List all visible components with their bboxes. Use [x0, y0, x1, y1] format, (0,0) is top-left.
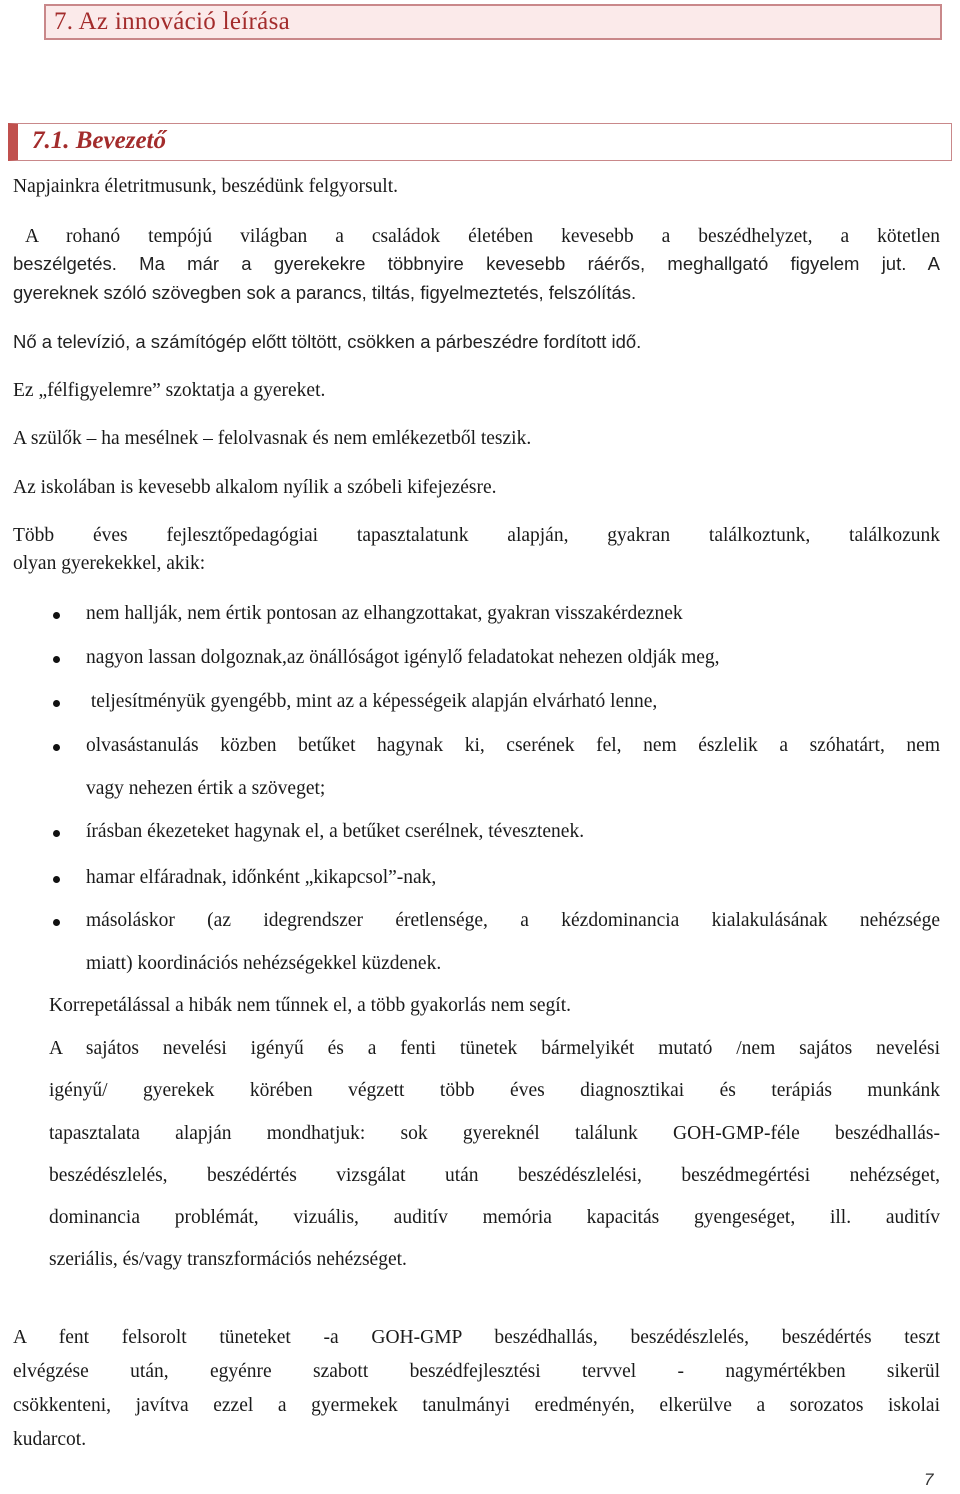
intro-line: Több éves fejlesztőpedagógiai tapasztalatunk alapján, gyakran találkoztunk, találkozunk	[13, 525, 940, 546]
list-item: írásban ékezeteket hagynak el, a betűket cserélnek, tévesztenek.	[86, 821, 585, 842]
bullet-icon	[53, 919, 60, 926]
paragraph-line: A sajátos nevelési igényű és a fenti tünetek bármelyikét mutató /nem sajátos nevelési	[49, 1038, 940, 1059]
paragraph-line: elvégzése után, egyénre szabott beszédfejlesztési tervvel - nagymértékben sikerül	[13, 1361, 940, 1382]
intro-line: Az iskolában is kevesebb alkalom nyílik a szóbeli kifejezésre.	[13, 477, 497, 498]
list-item: nem hallják, nem értik pontosan az elhangzottakat, gyakran visszakérdeznek	[86, 603, 683, 624]
paragraph-line: csökkenteni, javítva ezzel a gyermekek tanulmányi eredményén, elkerülve a sorozatos iskolai	[13, 1395, 940, 1416]
list-item: teljesítményük gyengébb, mint az a képességeik alapján elvárható lenne,	[86, 691, 658, 712]
intro-line: A rohanó tempójú világban a családok életében kevesebb a beszédhelyzet, a kötetlen	[25, 226, 940, 247]
paragraph-line: kudarcot.	[13, 1429, 87, 1450]
list-item: nagyon lassan dolgoznak,az önállóságot igénylő feladatokat nehezen oldják meg,	[86, 647, 720, 668]
paragraph-line: szeriális, és/vagy transzformációs nehézséget.	[49, 1249, 407, 1270]
list-item: hamar elfáradnak, időnként „kikapcsol”-nak,	[86, 867, 437, 888]
bullet-icon	[53, 612, 60, 619]
paragraph-line: dominancia problémát, vizuális, auditív memória kapacitás gyengeséget, ill. auditív	[49, 1207, 940, 1228]
subsection-heading: 7.1. Bevezető	[32, 127, 166, 154]
paragraph-line: beszédészlelés, beszédértés vizsgálat után beszédészlelési, beszédmegértési nehézséget,	[49, 1165, 940, 1186]
section-heading: 7. Az innováció leírása	[54, 8, 290, 35]
intro-line: beszélgetés. Ma már a gyerekekre többnyire kevesebb ráérős, meghallgató figyelem jut. A	[13, 253, 940, 274]
bullet-icon	[53, 656, 60, 663]
paragraph-line: tapasztalata alapján mondhatjuk: sok gyereknél találunk GOH-GMP-féle beszédhallás-	[49, 1123, 940, 1144]
bullet-icon	[53, 744, 60, 751]
bullet-icon	[53, 876, 60, 883]
intro-line: A szülők – ha mesélnek – felolvasnak és nem emlékezetből teszik.	[13, 428, 532, 449]
page-number: 7	[924, 1470, 934, 1489]
list-item: olvasástanulás közben betűket hagynak ki, cserének fel, nem észlelik a szóhatárt, nem	[86, 735, 940, 756]
subsection-heading-box	[8, 123, 952, 161]
intro-line: olyan gyerekekkel, akik:	[13, 553, 206, 574]
list-item-continuation: vagy nehezen értik a szöveget;	[86, 778, 326, 799]
intro-line: gyereknek szóló szövegben sok a parancs, tiltás, figyelmeztetés, felszólítás.	[13, 282, 637, 303]
bullet-icon	[53, 700, 60, 707]
paragraph-line: igényű/ gyerekek körében végzett több éves diagnosztikai és terápiás munkánk	[49, 1080, 940, 1101]
list-item: másoláskor (az idegrendszer éretlensége, a kézdominancia kialakulásának nehézsége	[86, 910, 940, 931]
intro-line: Nő a televízió, a számítógép előtt töltött, csökken a párbeszédre fordított idő.	[13, 331, 642, 352]
bullet-icon	[53, 830, 60, 837]
intro-line: Napjainkra életritmusunk, beszédünk felgyorsult.	[13, 176, 399, 197]
intro-line: Ez „félfigyelemre” szoktatja a gyereket.	[13, 380, 326, 401]
section-heading-box	[44, 4, 942, 40]
paragraph-line: A fent felsorolt tüneteket -a GOH-GMP beszédhallás, beszédészlelés, beszédértés teszt	[13, 1327, 940, 1348]
list-item-continuation: miatt) koordinációs nehézségekkel küzdenek.	[86, 953, 442, 974]
paragraph-line: Korrepetálással a hibák nem tűnnek el, a több gyakorlás nem segít.	[49, 995, 572, 1016]
